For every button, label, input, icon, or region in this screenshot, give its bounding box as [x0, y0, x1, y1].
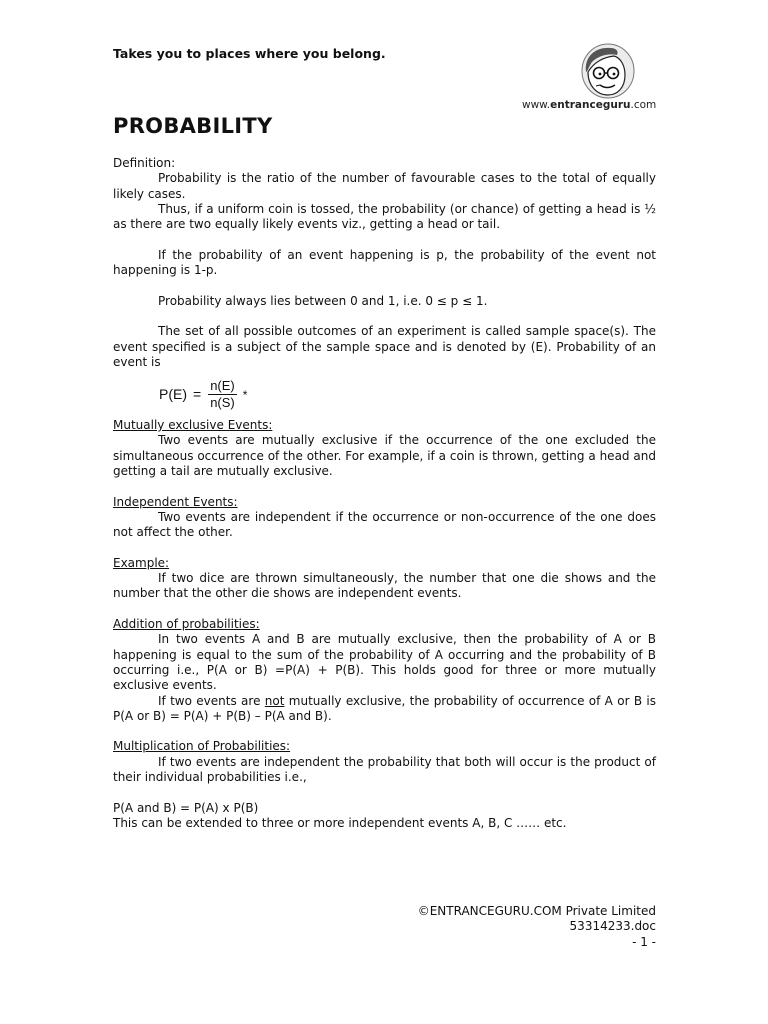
logo-url-brand: entranceguru — [550, 99, 631, 111]
addition-text: In two events A and B are mutually exclusive, then the probability of A or B happening is equal to the sum of the probability of A occurring and the probability of B occurring i.e., P(A or B) =P(A) + P(B). This holds good for three or more mutually exclusive events. — [113, 632, 656, 693]
coin-example-paragraph: Thus, if a uniform coin is tossed, the probability (or chance) of getting a head is ½ as there are two equally likely events viz., getting a head or tail. — [113, 201, 656, 232]
logo-url-prefix: www. — [522, 99, 551, 111]
multiplication-extension: This can be extended to three or more independent events A, B, C …… etc. — [113, 815, 567, 830]
addition-text-after: mutually exclusive, the probability of occurrence of A or B is P(A or B) = P(A) + P(B) – P(A and B). — [113, 693, 656, 723]
mutually-exclusive-text: Two events are mutually exclusive if the occurrence of the one excluded the simultaneous occurrence of the other. For example, if a coin is thrown, getting a head and getting a tail are mutually exclusive. — [113, 433, 656, 479]
footer-doc-name: 53314233.doc — [569, 919, 656, 934]
addition-text-not: not — [264, 693, 285, 708]
multiplication-formula: P(A and B) = P(A) x P(B) — [113, 800, 259, 815]
formula-denominator: n(S) — [210, 394, 235, 410]
page-footer — [418, 904, 656, 950]
sample-space-paragraph: The set of all possible outcomes of an experiment is called sample space(s). The event specified is a subject of the sample space and is denoted by (E). Probability of an event is — [113, 324, 656, 369]
logo-url-suffix: .com — [630, 99, 657, 111]
example-text: If two dice are thrown simultaneously, the number that one die shows and the number that the other die shows are independent events. — [113, 571, 656, 601]
page-title: PROBABILITY — [113, 114, 273, 138]
formula-star: * — [242, 387, 248, 402]
definition-paragraph: Probability is the ratio of the number of favourable cases to the total of equally likely cases. — [113, 171, 656, 201]
multiplication-text: If two events are independent the probability that both will occur is the product of their individual probabilities i.e., — [113, 754, 656, 784]
entranceguru-logo — [522, 42, 662, 114]
example-heading: Example: — [113, 555, 170, 570]
complement-paragraph: If the probability of an event happening is p, the probability of the event not happening is 1-p. — [113, 247, 656, 278]
tagline: Takes you to places where you belong. — [113, 46, 386, 61]
independent-heading: Independent Events: — [113, 494, 238, 509]
addition-not-exclusive-text — [113, 694, 656, 725]
addition-text-before: If two events are — [158, 693, 265, 708]
multiplication-heading: Multiplication of Probabilities: — [113, 739, 291, 754]
probability-formula — [113, 370, 656, 418]
formula-lhs: P(E) — [159, 385, 187, 402]
mutually-exclusive-heading: Mutually exclusive Events: — [113, 418, 273, 433]
document-body — [113, 156, 656, 831]
cartoon-face-with-glasses-logo-icon — [522, 42, 662, 100]
formula-equals: = — [193, 385, 202, 402]
addition-heading: Addition of probabilities: — [113, 617, 260, 632]
definition-heading: Definition: — [113, 156, 176, 170]
footer-page-number: - 1 - — [632, 934, 656, 949]
logo-url — [522, 99, 656, 111]
independent-text: Two events are independent if the occurrence or non-occurrence of the one does not affect the other. — [113, 509, 656, 540]
formula-numerator: n(E) — [210, 377, 235, 393]
range-paragraph: Probability always lies between 0 and 1, i.e. 0 ≤ p ≤ 1. — [158, 293, 488, 308]
footer-company: ©ENTRANCEGURU.COM Private Limited — [417, 904, 656, 918]
formula-fraction — [208, 378, 237, 411]
